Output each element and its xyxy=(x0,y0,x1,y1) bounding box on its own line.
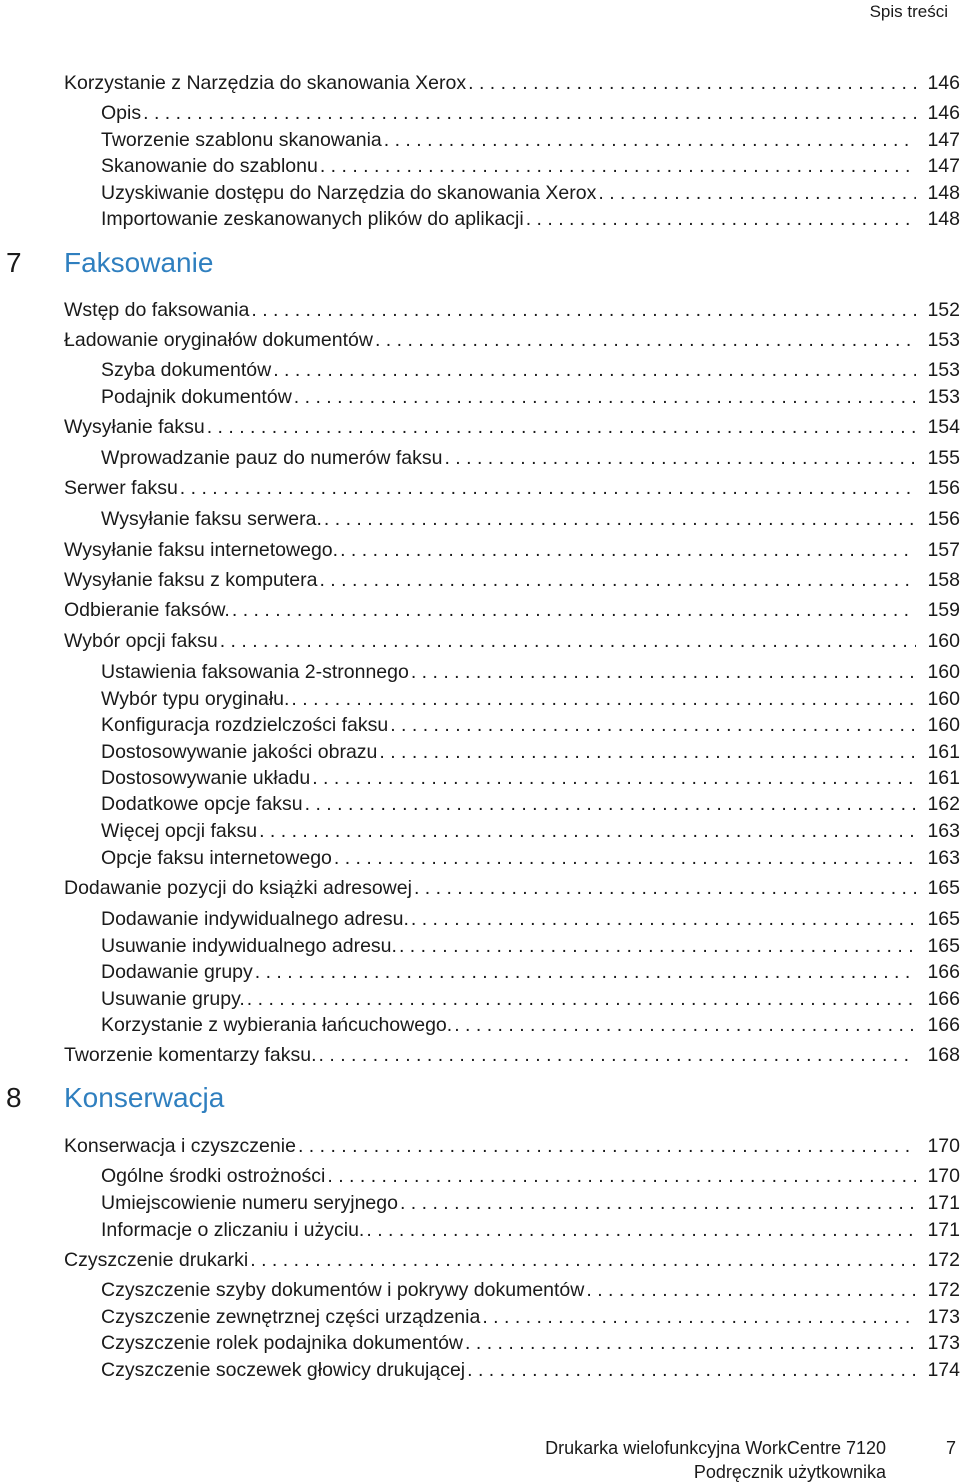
toc-page-number: 147 xyxy=(927,155,960,177)
toc-page-number: 155 xyxy=(927,447,960,469)
toc-page-number: 153 xyxy=(927,329,960,351)
toc-entry-title: Importowanie zeskanowanych plików do aplikacji xyxy=(101,208,524,230)
toc-page-number: 166 xyxy=(927,988,960,1010)
toc-page-number: 161 xyxy=(927,741,960,763)
toc-entry[interactable] xyxy=(0,475,960,501)
dot-leader xyxy=(414,875,916,901)
toc-page-number: 160 xyxy=(927,714,960,736)
toc-entry[interactable] xyxy=(0,712,960,738)
chapter-heading xyxy=(0,243,960,283)
toc-entry[interactable] xyxy=(0,127,960,153)
toc-entry[interactable] xyxy=(0,986,960,1012)
toc-entry-title: Informacje o zliczaniu i użyciu. xyxy=(101,1219,365,1241)
toc-entry-title: Dodatkowe opcje faksu xyxy=(101,793,303,815)
toc-page-number: 174 xyxy=(927,1359,960,1381)
toc-entry[interactable] xyxy=(0,506,960,532)
dot-leader xyxy=(251,297,916,323)
toc-page-number: 166 xyxy=(927,961,960,983)
toc-page-number: 163 xyxy=(927,820,960,842)
toc-entry[interactable] xyxy=(0,1012,960,1038)
dot-leader xyxy=(411,906,916,932)
dot-leader xyxy=(454,1012,916,1038)
toc-page-number: 157 xyxy=(927,539,960,561)
dot-leader xyxy=(366,1217,916,1243)
chapter-number: 8 xyxy=(6,1082,22,1113)
dot-leader xyxy=(291,686,916,712)
toc-entry-title: Ładowanie oryginałów dokumentów xyxy=(64,329,373,351)
toc-entry[interactable] xyxy=(0,628,960,654)
dot-leader xyxy=(273,357,916,383)
dot-leader xyxy=(400,1190,916,1216)
toc-entry[interactable] xyxy=(0,1247,960,1273)
toc-page-number: 146 xyxy=(927,102,960,124)
toc-entry[interactable] xyxy=(0,1277,960,1303)
toc-entry[interactable] xyxy=(0,537,960,563)
dot-leader xyxy=(526,206,916,232)
toc-entry[interactable] xyxy=(0,297,960,323)
toc-entry[interactable] xyxy=(0,1133,960,1159)
toc-entry-title: Opis xyxy=(101,102,142,124)
toc-page-number: 170 xyxy=(927,1135,960,1157)
toc-entry[interactable] xyxy=(0,597,960,623)
toc-entry-title: Serwer faksu xyxy=(64,477,178,499)
dot-leader xyxy=(586,1277,916,1303)
toc-entry[interactable] xyxy=(0,100,960,126)
chapter-title: Konserwacja xyxy=(64,1082,225,1113)
toc-entry[interactable] xyxy=(0,818,960,844)
dot-leader xyxy=(465,1330,916,1356)
toc-entry-title: Umiejscowienie numeru seryjnego xyxy=(101,1192,398,1214)
page-header xyxy=(0,0,960,30)
dot-leader xyxy=(319,1042,916,1068)
dot-leader xyxy=(180,475,916,501)
toc-page-number: 165 xyxy=(927,877,960,899)
toc-entry-title: Wybór typu oryginału. xyxy=(101,688,290,710)
dot-leader xyxy=(399,933,916,959)
toc-entry[interactable] xyxy=(0,845,960,871)
toc-entry-title: Więcej opcji faksu xyxy=(101,820,258,842)
toc-entry-title: Czyszczenie rolek podajnika dokumentów xyxy=(101,1332,464,1354)
dot-leader xyxy=(411,659,916,685)
toc-entry-title: Szyba dokumentów xyxy=(101,359,272,381)
dot-leader xyxy=(467,1357,916,1383)
dot-leader xyxy=(468,70,916,96)
toc-page-number: 171 xyxy=(927,1192,960,1214)
toc-page-number: 165 xyxy=(927,935,960,957)
dot-leader xyxy=(320,153,916,179)
dot-leader xyxy=(143,100,916,126)
toc-entry[interactable] xyxy=(0,414,960,440)
toc-entry[interactable] xyxy=(0,765,960,791)
toc-page-number: 153 xyxy=(927,359,960,381)
section-title: Spis treści xyxy=(869,2,948,21)
footer-page-number: 7 xyxy=(945,1438,956,1458)
toc-entry-title: Dostosowywanie układu xyxy=(101,767,311,789)
toc-entry-title: Wprowadzanie pauz do numerów faksu xyxy=(101,447,443,469)
toc-entry-title: Korzystanie z Narzędzia do skanowania Xerox xyxy=(64,72,467,94)
toc-page-number: 148 xyxy=(927,182,960,204)
dot-leader xyxy=(220,628,916,654)
toc-page-number: 154 xyxy=(927,416,960,438)
toc-entry-title: Ogólne środki ostrożności xyxy=(101,1165,326,1187)
dot-leader xyxy=(259,818,916,844)
toc-entry-title: Skanowanie do szablonu xyxy=(101,155,318,177)
toc-entry-title: Czyszczenie zewnętrznej części urządzenia xyxy=(101,1306,481,1328)
toc-entry[interactable] xyxy=(0,1304,960,1330)
dot-leader xyxy=(334,845,916,871)
toc-entry[interactable] xyxy=(0,1190,960,1216)
toc-entry[interactable] xyxy=(0,384,960,410)
toc-entry-title: Czyszczenie szyby dokumentów i pokrywy dokumentów xyxy=(101,1279,585,1301)
toc-entry-title: Wysyłanie faksu internetowego. xyxy=(64,539,339,561)
dot-leader xyxy=(294,384,916,410)
toc-entry[interactable] xyxy=(0,1217,960,1243)
dot-leader xyxy=(255,959,916,985)
toc-entry[interactable] xyxy=(0,206,960,232)
toc-entry-title: Ustawienia faksowania 2-stronnego xyxy=(101,661,409,683)
dot-leader xyxy=(247,986,916,1012)
toc-entry[interactable] xyxy=(0,153,960,179)
dot-leader xyxy=(384,127,916,153)
toc-entry-title: Czyszczenie soczewek głowicy drukującej xyxy=(101,1359,466,1381)
toc-entry-title: Uzyskiwanie dostępu do Narzędzia do skanowania Xerox xyxy=(101,182,597,204)
toc-entry[interactable] xyxy=(0,1330,960,1356)
toc-entry[interactable] xyxy=(0,791,960,817)
toc-entry-title: Podajnik dokumentów xyxy=(101,386,292,408)
toc-page-number: 153 xyxy=(927,386,960,408)
toc-entry-title: Dodawanie pozycji do książki adresowej xyxy=(64,877,412,899)
footer-product-name: Drukarka wielofunkcyjna WorkCentre 7120 xyxy=(545,1438,886,1458)
toc-entry[interactable] xyxy=(0,445,960,471)
toc-page-number: 148 xyxy=(927,208,960,230)
toc-entry-title: Wybór opcji faksu xyxy=(64,630,218,652)
toc-entry[interactable] xyxy=(0,875,960,901)
toc-entry-title: Wysyłanie faksu xyxy=(64,416,205,438)
toc-entry[interactable] xyxy=(0,906,960,932)
dot-leader xyxy=(298,1133,916,1159)
toc-page-number: 166 xyxy=(927,1014,960,1036)
dot-leader xyxy=(305,791,916,817)
toc-entry[interactable] xyxy=(0,933,960,959)
toc-entry[interactable] xyxy=(0,659,960,685)
toc-entry[interactable] xyxy=(0,686,960,712)
toc-entry[interactable] xyxy=(0,357,960,383)
toc-entry-title: Tworzenie szablonu skanowania xyxy=(101,129,382,151)
toc-entry[interactable] xyxy=(0,180,960,206)
toc-page-number: 168 xyxy=(927,1044,960,1066)
toc-entry-title: Czyszczenie drukarki xyxy=(64,1249,249,1271)
toc-entry-title: Konserwacja i czyszczenie xyxy=(64,1135,296,1157)
toc-page-number: 165 xyxy=(927,908,960,930)
dot-leader xyxy=(319,567,916,593)
toc-entry[interactable] xyxy=(0,959,960,985)
dot-leader xyxy=(379,739,916,765)
chapter-number: 7 xyxy=(6,247,22,278)
toc-page-number: 173 xyxy=(927,1332,960,1354)
page-footer xyxy=(0,1430,960,1484)
toc-page-number: 156 xyxy=(927,477,960,499)
dot-leader xyxy=(340,537,916,563)
chapter-heading xyxy=(0,1078,960,1118)
dot-leader xyxy=(375,327,916,353)
toc-page-number: 146 xyxy=(927,72,960,94)
toc-entry-title: Tworzenie komentarzy faksu. xyxy=(64,1044,317,1066)
toc-entry-title: Konfiguracja rozdzielczości faksu xyxy=(101,714,389,736)
toc-entry-title: Opcje faksu internetowego xyxy=(101,847,332,869)
chapter-title: Faksowanie xyxy=(64,247,214,278)
dot-leader xyxy=(482,1304,916,1330)
dot-leader xyxy=(232,597,916,623)
toc-entry-title: Wysyłanie faksu serwera. xyxy=(101,508,322,530)
footer-guide-name: Podręcznik użytkownika xyxy=(693,1462,886,1482)
toc-entry-title: Wstęp do faksowania xyxy=(64,299,250,321)
dot-leader xyxy=(598,180,916,206)
toc-entry[interactable] xyxy=(0,567,960,593)
toc-page-number: 156 xyxy=(927,508,960,530)
toc-entry-title: Wysyłanie faksu z komputera xyxy=(64,569,318,591)
dot-leader xyxy=(250,1247,916,1273)
toc-page-number: 160 xyxy=(927,630,960,652)
toc-page-number: 162 xyxy=(927,793,960,815)
toc-entry-title: Korzystanie z wybierania łańcuchowego. xyxy=(101,1014,453,1036)
toc-page-number: 158 xyxy=(927,569,960,591)
toc-page-number: 173 xyxy=(927,1306,960,1328)
toc-page-number: 147 xyxy=(927,129,960,151)
toc-entry-title: Usuwanie grupy. xyxy=(101,988,245,1010)
toc-page-number: 172 xyxy=(927,1249,960,1271)
dot-leader xyxy=(390,712,916,738)
toc-page-number: 161 xyxy=(927,767,960,789)
toc-entry[interactable] xyxy=(0,739,960,765)
toc-entry[interactable] xyxy=(0,327,960,353)
toc-entry-title: Dodawanie grupy xyxy=(101,961,253,983)
toc-page-number: 172 xyxy=(927,1279,960,1301)
dot-leader xyxy=(444,445,916,471)
toc-page-number: 163 xyxy=(927,847,960,869)
dot-leader xyxy=(327,1163,916,1189)
toc-page-number: 152 xyxy=(927,299,960,321)
dot-leader xyxy=(324,506,916,532)
toc-entry-title: Odbieranie faksów. xyxy=(64,599,230,621)
toc-entry-title: Dostosowywanie jakości obrazu xyxy=(101,741,378,763)
toc-page-number: 160 xyxy=(927,688,960,710)
toc-page-number: 159 xyxy=(927,599,960,621)
toc-entry[interactable] xyxy=(0,1042,960,1068)
toc-entry[interactable] xyxy=(0,1163,960,1189)
toc-entry-title: Dodawanie indywidualnego adresu. xyxy=(101,908,409,930)
toc-page-number: 160 xyxy=(927,661,960,683)
dot-leader xyxy=(312,765,916,791)
toc-entry-title: Usuwanie indywidualnego adresu. xyxy=(101,935,397,957)
toc-entry[interactable] xyxy=(0,1357,960,1383)
dot-leader xyxy=(207,414,916,440)
toc-entry[interactable] xyxy=(0,70,960,96)
toc-page-number: 170 xyxy=(927,1165,960,1187)
toc-page-number: 171 xyxy=(927,1219,960,1241)
